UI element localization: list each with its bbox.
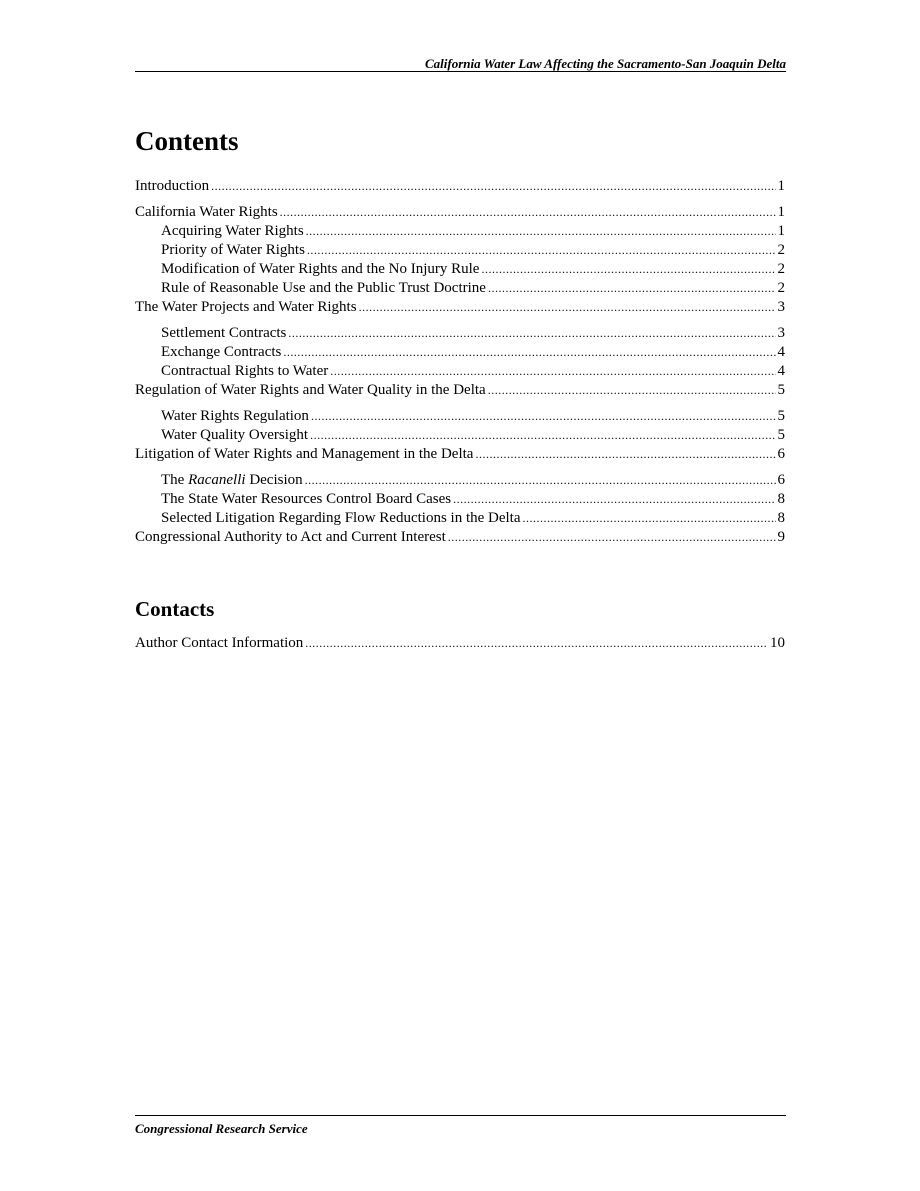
toc-label-suffix: Decision [245,472,303,488]
running-footer: Congressional Research Service [135,1121,308,1136]
toc-entry-page: 1 [777,178,785,194]
toc-entry-label: The State Water Resources Control Board Cases [161,491,452,507]
toc-entry-page: 10 [770,635,785,651]
dot-leader [288,324,775,343]
dot-leader [211,177,775,196]
dot-leader [481,260,775,279]
toc-entry-page: 5 [777,427,785,443]
dot-leader [310,426,775,445]
toc-entry-regulation[interactable] [135,381,785,400]
toc-entry-priority-of-water-rights[interactable] [135,241,785,260]
toc-entry-page: 1 [777,204,785,220]
dot-leader [488,381,776,400]
toc-entry-page: 8 [777,510,785,526]
toc-label-italic: Racanelli [188,472,246,488]
footer-rule [135,1115,786,1116]
toc-entry-introduction[interactable] [135,177,785,196]
toc-entry-label: Settlement Contracts [161,325,287,341]
toc-entry-water-quality-oversight[interactable] [135,426,785,445]
contents-title: Contents [135,126,239,156]
toc-entry-water-projects[interactable] [135,298,785,317]
header-rule [135,71,786,72]
toc-entry-label: Introduction [135,178,210,194]
toc-entry-settlement-contracts[interactable] [135,324,785,343]
toc-entry-page: 4 [777,344,785,360]
dot-leader [305,471,776,490]
toc-entry-page: 4 [777,363,785,379]
dot-leader [306,222,776,241]
toc-entry-label: Contractual Rights to Water [161,363,329,379]
toc-entry-label: Modification of Water Rights and the No Injury Rule [161,261,480,277]
dot-leader [311,407,776,426]
toc-entry-congressional-authority[interactable] [135,528,785,547]
toc-entry-label: Author Contact Information [135,635,304,651]
toc-entry-label: Litigation of Water Rights and Management in the Delta [135,446,474,462]
dot-leader [523,509,776,528]
table-of-contents [135,177,785,547]
toc-entry-label: California Water Rights [135,204,278,220]
toc-entry-author-contact[interactable] [135,634,785,653]
contacts-title: Contacts [135,597,215,621]
toc-entry-contractual-rights[interactable] [135,362,785,381]
dot-leader [453,490,775,509]
toc-entry-page: 9 [777,529,785,545]
toc-entry-page: 2 [777,242,785,258]
toc-entry-flow-reductions[interactable] [135,509,785,528]
toc-entry-page: 6 [777,446,785,462]
toc-entry-water-rights-regulation[interactable] [135,407,785,426]
toc-entry-label: Rule of Reasonable Use and the Public Trust Doctrine [161,280,486,296]
toc-entry-california-water-rights[interactable] [135,203,785,222]
dot-leader [488,279,776,298]
toc-entry-label: Regulation of Water Rights and Water Quality in the Delta [135,382,486,398]
dot-leader [475,445,775,464]
dot-leader [307,241,776,260]
toc-entry-page: 2 [777,280,785,296]
toc-entry-acquiring-water-rights[interactable] [135,222,785,241]
toc-entry-page: 3 [777,325,785,341]
toc-entry-exchange-contracts[interactable] [135,343,785,362]
toc-entry-label: Water Rights Regulation [161,408,309,424]
toc-entry-label: Exchange Contracts [161,344,282,360]
toc-label-prefix: The [161,472,189,488]
toc-entry-page: 3 [777,299,785,315]
dot-leader [283,343,775,362]
toc-entry-page: 5 [777,408,785,424]
toc-entry-litigation[interactable] [135,445,785,464]
dot-leader [448,528,776,547]
toc-entry-label: Congressional Authority to Act and Current Interest [135,529,446,545]
toc-entry-label: Selected Litigation Regarding Flow Reductions in the Delta [161,510,521,526]
dot-leader [359,298,776,317]
toc-entry-racanelli-decision[interactable] [135,471,785,490]
dot-leader [305,634,768,653]
contacts-list [135,634,785,653]
toc-entry-label: Water Quality Oversight [161,427,309,443]
running-header: California Water Law Affecting the Sacramento-San Joaquin Delta [424,56,786,71]
toc-entry-label: Priority of Water Rights [161,242,305,258]
toc-entry-label [161,471,303,490]
toc-entry-label: The Water Projects and Water Rights [135,299,357,315]
toc-entry-page: 2 [777,261,785,277]
toc-entry-page: 1 [777,223,785,239]
toc-entry-page: 5 [777,382,785,398]
toc-entry-label: Acquiring Water Rights [161,223,304,239]
toc-entry-modification-no-injury-rule[interactable] [135,260,785,279]
toc-entry-reasonable-use-public-trust[interactable] [135,279,785,298]
toc-entry-swrcb-cases[interactable] [135,490,785,509]
dot-leader [280,203,776,222]
toc-entry-page: 8 [777,491,785,507]
dot-leader [330,362,775,381]
toc-entry-page: 6 [777,472,785,488]
